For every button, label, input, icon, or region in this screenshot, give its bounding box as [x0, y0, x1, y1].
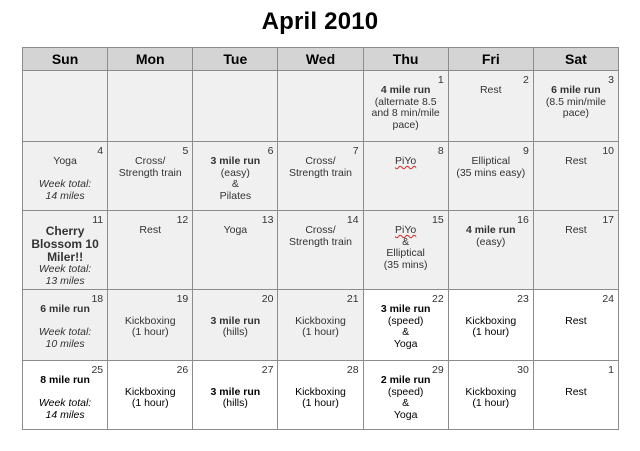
day-cell[interactable] [533, 290, 618, 361]
day-number: 8 [437, 145, 444, 157]
activity-line: (35 mins easy) [456, 166, 526, 179]
day-cell[interactable] [193, 361, 278, 430]
activity-line: 14 miles [45, 189, 85, 202]
day-number: 9 [523, 145, 529, 157]
day-cell[interactable] [363, 361, 448, 430]
weekday-header-row [23, 48, 619, 71]
day-activities [364, 142, 448, 168]
day-cell[interactable] [23, 142, 108, 211]
day-cell[interactable] [278, 361, 363, 430]
activity-line: (1 hour) [472, 397, 510, 409]
weekday-header-fri: Fri [448, 48, 533, 71]
activity-line: Kickboxing [295, 385, 346, 398]
day-cell[interactable] [193, 71, 278, 142]
activity-line [452, 304, 530, 316]
activity-line: Rest [565, 314, 587, 327]
day-activities [278, 71, 362, 85]
day-activities [193, 71, 277, 85]
day-cell[interactable] [193, 211, 278, 290]
activity-line: (8.5 min/mile [545, 95, 606, 108]
activity-line [537, 375, 615, 387]
day-cell[interactable] [23, 290, 108, 361]
activity-line [452, 375, 530, 387]
activity-line: Cherry [45, 224, 85, 238]
activity-line: Pilates [219, 189, 252, 202]
activity-line: Yoga [393, 337, 418, 350]
day-cell[interactable] [363, 211, 448, 290]
day-cell[interactable] [448, 211, 533, 290]
day-activities [23, 142, 107, 202]
day-cell[interactable] [193, 290, 278, 361]
activity-line: pace) [562, 107, 590, 119]
activity-line: Week total: [38, 263, 92, 275]
activity-line: 10 miles [45, 337, 85, 350]
activity-line: (1 hour) [302, 397, 339, 409]
day-number: 20 [261, 293, 274, 305]
day-cell[interactable] [108, 142, 193, 211]
day-number: 30 [517, 364, 529, 376]
week-row [23, 290, 619, 361]
day-number: 26 [176, 364, 189, 376]
activity-line: Kickboxing [465, 385, 517, 398]
activity-line [111, 304, 189, 316]
activity-line: 3 mile run [380, 303, 431, 315]
day-number: 25 [91, 364, 104, 376]
day-cell[interactable] [278, 71, 363, 142]
day-activities [23, 71, 107, 85]
activity-line: 6 mile run [40, 303, 90, 315]
activity-line: (speed) [387, 314, 424, 327]
activity-line: 3 mile run [210, 155, 261, 167]
day-number: 1 [608, 364, 614, 376]
activity-line: pace) [392, 118, 419, 131]
activity-line: Week total: [38, 178, 92, 190]
activity-line: (hills) [222, 397, 248, 409]
activity-line: Cross/ [305, 155, 336, 167]
day-activities [108, 71, 192, 85]
day-number: 3 [608, 74, 614, 86]
activity-line [196, 375, 274, 387]
day-cell[interactable] [278, 290, 363, 361]
activity-line: (hills) [222, 326, 248, 338]
day-cell[interactable] [448, 142, 533, 211]
activity-line: Cross/ [135, 155, 166, 167]
day-activities [534, 361, 618, 398]
activity-line: & [402, 397, 410, 409]
activity-line: 6 mile run [551, 84, 601, 96]
weekday-header-sat: Sat [533, 48, 618, 71]
day-number: 13 [261, 214, 274, 226]
activity-line: Elliptical [386, 247, 425, 259]
weekday-header-sun: Sun [23, 48, 108, 71]
day-number: 14 [346, 214, 359, 226]
activity-line: (35 mins) [383, 258, 428, 271]
activity-line: & [231, 178, 239, 190]
week-row [23, 361, 619, 430]
day-number: 19 [176, 293, 189, 305]
activity-line: Kickboxing [124, 314, 176, 327]
day-activities [108, 142, 192, 179]
day-activities [449, 142, 533, 179]
day-number: 4 [97, 145, 104, 157]
calendar-grid [22, 47, 619, 430]
activity-line: Week total: [38, 397, 92, 409]
day-number: 1 [437, 74, 444, 86]
day-number: 11 [92, 214, 104, 226]
activity-line: (1 hour) [131, 397, 169, 409]
weekday-header-mon: Mon [108, 48, 193, 71]
weekday-header-tue: Tue [193, 48, 278, 71]
weekday-header-wed: Wed [278, 48, 363, 71]
activity-line: PiYo [395, 224, 417, 236]
day-number: 7 [352, 145, 359, 157]
day-number: 29 [432, 364, 444, 376]
activity-line: Kickboxing [124, 385, 176, 398]
day-cell[interactable] [108, 290, 193, 361]
week-row [23, 71, 619, 142]
activity-line: (1 hour) [472, 326, 510, 338]
activity-line: & [402, 326, 410, 338]
day-number: 18 [91, 293, 104, 305]
activity-line: Blossom 10 [31, 237, 99, 251]
day-cell[interactable] [533, 71, 618, 142]
activity-line: Rest [479, 84, 502, 96]
activity-line: Cross/ [305, 224, 336, 236]
activity-line: & [402, 235, 410, 248]
activity-line: Strength train [288, 166, 353, 179]
day-number: 24 [602, 293, 614, 305]
day-cell[interactable] [448, 290, 533, 361]
activity-line: Yoga [53, 155, 77, 167]
weekday-header-thu: Thu [363, 48, 448, 71]
day-number: 12 [176, 214, 189, 226]
day-number: 23 [517, 293, 529, 305]
day-cell[interactable] [23, 71, 108, 142]
activity-line: 2 mile run [380, 374, 431, 386]
activity-line: Kickboxing [465, 314, 517, 327]
activity-line: Week total: [38, 326, 92, 338]
activity-line [111, 375, 189, 387]
activity-line: 8 mile run [40, 374, 90, 386]
activity-line: Rest [565, 385, 587, 398]
day-number: 6 [267, 145, 274, 157]
activity-line: 13 miles [45, 274, 85, 287]
day-activities [364, 71, 448, 131]
activity-line: 4 mile run [380, 84, 431, 96]
day-number: 16 [517, 214, 529, 226]
week-row [23, 211, 619, 290]
activity-line: Rest [565, 224, 587, 236]
day-number: 28 [346, 364, 359, 376]
day-number: 15 [432, 214, 444, 226]
calendar-title: April 2010 [261, 8, 379, 35]
activity-line: Yoga [393, 408, 418, 421]
day-cell[interactable] [533, 211, 618, 290]
day-cell[interactable] [363, 290, 448, 361]
day-cell[interactable] [448, 71, 533, 142]
day-cell[interactable] [278, 211, 363, 290]
day-number: 22 [432, 293, 444, 305]
activity-line [196, 304, 274, 316]
week-row [23, 142, 619, 211]
activity-line: (1 hour) [302, 326, 339, 338]
activity-line: (speed) [387, 385, 424, 398]
activity-line: and 8 min/mile [371, 107, 440, 119]
activity-line: PiYo [395, 155, 417, 167]
activity-line: Miler!! [47, 250, 84, 264]
activity-line [281, 304, 359, 316]
activity-line: (alternate 8.5 [374, 95, 437, 108]
day-number: 17 [602, 214, 614, 226]
activity-line: (easy) [220, 166, 250, 179]
activity-line: 14 miles [45, 408, 85, 421]
day-activities [193, 142, 277, 202]
activity-line: 3 mile run [210, 314, 261, 327]
day-number: 21 [346, 293, 359, 305]
activity-line: Strength train [288, 235, 353, 248]
activity-line [537, 304, 615, 316]
activity-line: 4 mile run [465, 224, 516, 236]
activity-line: 3 mile run [210, 385, 261, 398]
activity-line: Yoga [223, 224, 248, 236]
activity-line: (1 hour) [131, 326, 169, 338]
day-cell[interactable] [448, 361, 533, 430]
day-cell[interactable] [363, 71, 448, 142]
day-cell[interactable] [23, 211, 108, 290]
day-number: 27 [261, 364, 274, 376]
day-activities [278, 142, 362, 179]
day-number: 5 [182, 145, 189, 157]
day-cell[interactable] [108, 211, 193, 290]
day-activities [534, 71, 618, 120]
activity-line: Strength train [118, 166, 182, 179]
day-cell[interactable] [108, 71, 193, 142]
day-cell[interactable] [533, 361, 618, 430]
activity-line [281, 375, 359, 387]
day-cell[interactable] [193, 142, 278, 211]
day-cell[interactable] [278, 142, 363, 211]
activity-line: (easy) [476, 235, 506, 248]
activity-line: Rest [565, 155, 587, 167]
activity-line: Rest [139, 224, 161, 236]
day-cell[interactable] [363, 142, 448, 211]
day-cell[interactable] [533, 142, 618, 211]
activity-line: Elliptical [471, 155, 511, 167]
day-cell[interactable] [108, 361, 193, 430]
day-number: 10 [602, 145, 614, 157]
day-cell[interactable] [23, 361, 108, 430]
day-number: 2 [523, 74, 529, 86]
day-activities [449, 71, 533, 97]
activity-line: Kickboxing [295, 314, 346, 327]
